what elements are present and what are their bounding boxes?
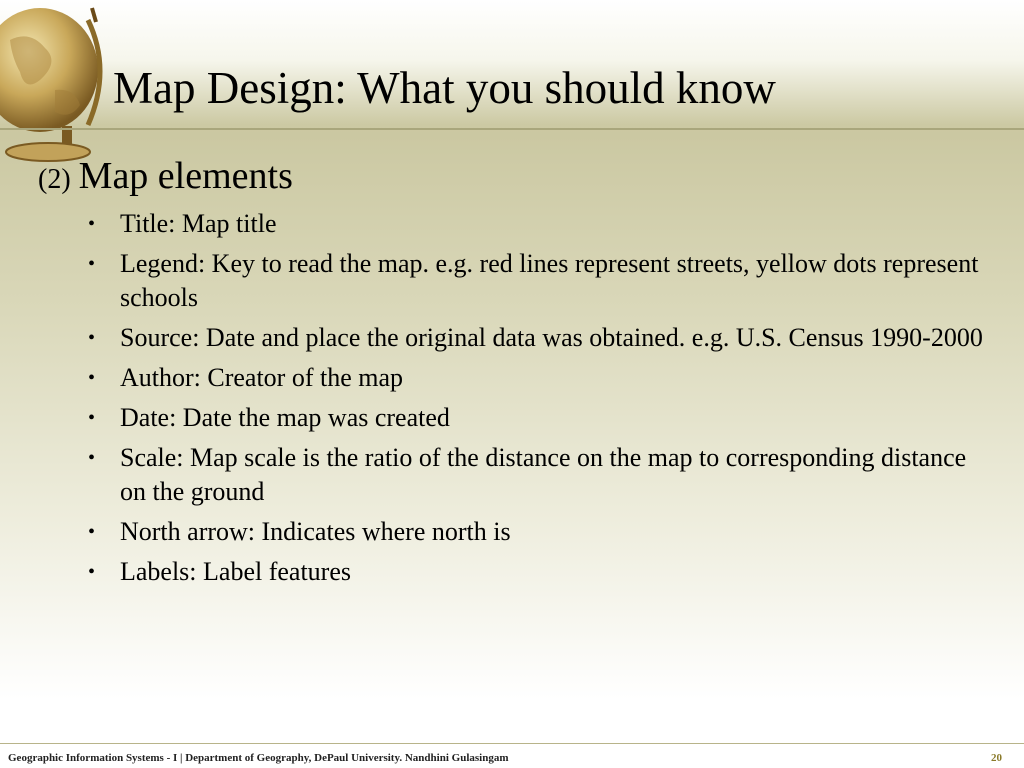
- slide-title: Map Design: What you should know: [113, 63, 776, 113]
- section-number: (2): [38, 164, 71, 195]
- bullet-icon: •: [88, 561, 96, 583]
- bullet-icon: •: [88, 213, 96, 235]
- section-heading: [38, 157, 293, 195]
- bullet-item: [88, 247, 988, 315]
- bullet-text: Legend: Key to read the map. e.g. red lines represent streets, yellow dots represent schools: [120, 249, 979, 312]
- bullet-icon: •: [88, 521, 96, 543]
- bullet-icon: •: [88, 327, 96, 349]
- bullet-icon: •: [88, 367, 96, 389]
- globe-icon: [0, 0, 108, 168]
- section-title: Map elements: [78, 155, 293, 197]
- bullet-text: Title: Map title: [120, 209, 277, 238]
- footer-text: Geographic Information Systems - I | Department of Geography, DePaul University. Nandhini Gulasingam: [8, 752, 509, 764]
- bullet-item: [88, 401, 988, 435]
- bullet-item: [88, 515, 988, 549]
- bullet-list: [88, 207, 988, 595]
- bullet-icon: •: [88, 253, 96, 275]
- bullet-item: [88, 321, 988, 355]
- bullet-icon: •: [88, 407, 96, 429]
- bullet-text: Labels: Label features: [120, 557, 351, 586]
- page-number: 20: [991, 752, 1002, 764]
- bullet-icon: •: [88, 447, 96, 469]
- bullet-text: Date: Date the map was created: [120, 403, 450, 432]
- bullet-item: [88, 555, 988, 589]
- footer-divider: [0, 743, 1024, 744]
- bullet-item: [88, 441, 988, 509]
- bullet-text: Source: Date and place the original data was obtained. e.g. U.S. Census 1990-2000: [120, 323, 983, 352]
- bullet-item: [88, 207, 988, 241]
- bullet-text: Scale: Map scale is the ratio of the distance on the map to corresponding distance on the ground: [120, 443, 967, 506]
- bullet-text: North arrow: Indicates where north is: [120, 517, 511, 546]
- bullet-text: Author: Creator of the map: [120, 363, 404, 392]
- bullet-item: [88, 361, 988, 395]
- title-divider: [0, 128, 1024, 130]
